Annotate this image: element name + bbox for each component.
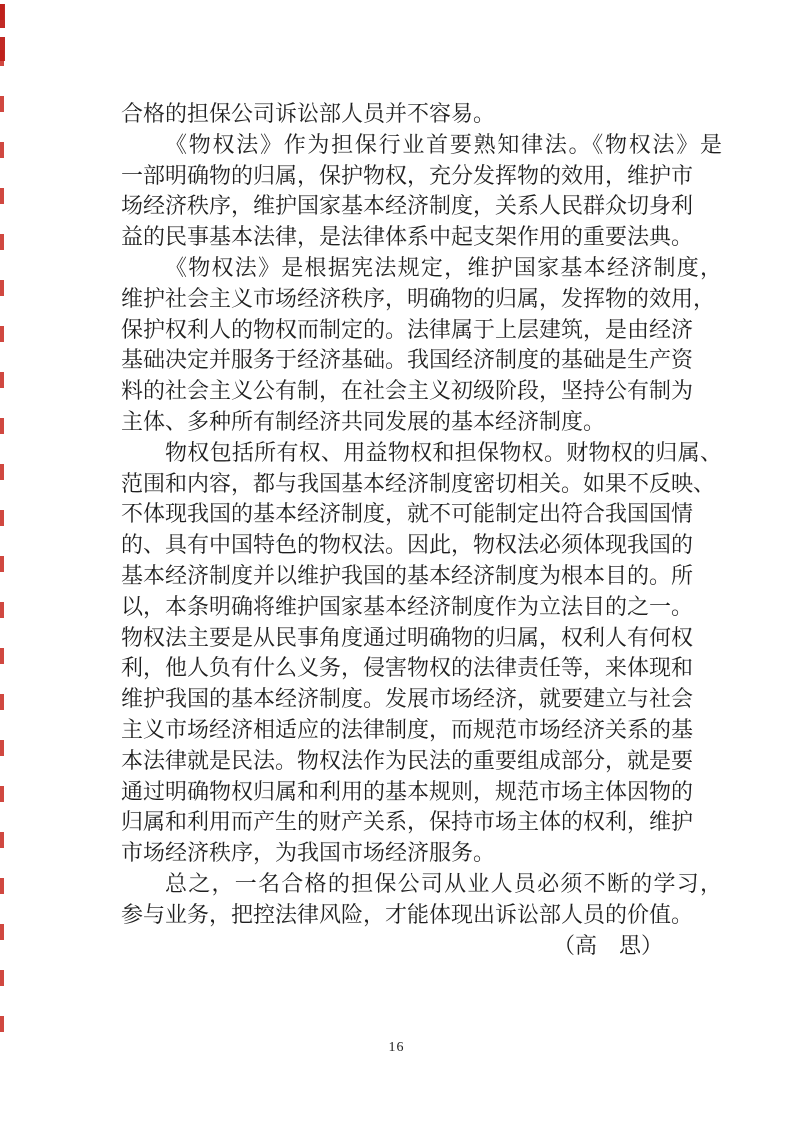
text-line: 维护社会主义市场经济秩序，明确物的归属，发挥物的效用， [121, 285, 716, 311]
scan-edge-marks-top [0, 4, 5, 64]
paragraph [121, 869, 722, 931]
text-line: 保护权利人的物权而制定的。法律属于上层建筑，是由经济 [121, 316, 694, 342]
paragraph [121, 99, 678, 130]
text-line: 料的社会主义公有制，在社会主义初级阶段，坚持公有制为 [121, 378, 694, 404]
text-line: 本法律就是民法。物权法作为民法的重要组成部分，就是要 [121, 747, 694, 773]
text-line: 不体现我国的基本经济制度，就不可能制定出符合我国国情 [121, 501, 694, 527]
text-line: 范围和内容，都与我国基本经济制度密切相关。如果不反映、 [121, 470, 716, 496]
text-line: 场经济秩序，维护国家基本经济制度，关系人民群众切身利 [121, 193, 694, 219]
scan-edge-marks [0, 4, 4, 1054]
text-line: 归属和利用而产生的财产关系，保持市场主体的权利，维护 [121, 809, 694, 835]
text-line: 市场经济秩序，为我国市场经济服务。 [121, 840, 496, 866]
paragraph [121, 253, 722, 438]
text-line: 《物权法》作为担保行业首要熟知律法。《物权法》是 [165, 131, 722, 157]
text-line: 基本经济制度并以维护我国的基本经济制度为根本目的。所 [121, 562, 694, 588]
text-line: 参与业务，把控法律风险，才能体现出诉讼部人员的价值。 [121, 901, 694, 927]
article-text [121, 99, 722, 961]
text-line: 通过明确物权归属和利用的基本规则，规范市场主体因物的 [121, 778, 694, 804]
text-line: 合格的担保公司诉讼部人员并不容易。 [121, 101, 496, 126]
page-number: 16 [388, 1040, 405, 1055]
text-line: 《物权法》是根据宪法规定，维护国家基本经济制度， [165, 254, 722, 280]
text-line: 物权包括所有权、用益物权和担保物权。财物权的归属、 [165, 439, 722, 465]
paragraph [121, 438, 722, 869]
text-line: 以，本条明确将维护国家基本经济制度作为立法目的之一。 [121, 593, 694, 619]
text-line: 维护我国的基本经济制度。发展市场经济，就要建立与社会 [121, 686, 694, 712]
text-line: 益的民事基本法律，是法律体系中起支架作用的重要法典。 [121, 224, 694, 250]
text-line: 物权法主要是从民事角度通过明确物的归属，权利人有何权 [121, 624, 694, 650]
text-line: 主义市场经济相适应的法律制度，而规范市场经济关系的基 [121, 716, 694, 742]
text-line: 的、具有中国特色的物权法。因此，物权法必须体现我国的 [121, 532, 694, 558]
text-line: 利，他人负有什么义务，侵害物权的法律责任等，来体现和 [121, 655, 694, 681]
text-line: 总之，一名合格的担保公司从业人员必须不断的学习， [165, 870, 722, 896]
text-line: 一部明确物的归属，保护物权，充分发挥物的效用，维护市 [121, 162, 694, 188]
text-line: 基础决定并服务于经济基础。我国经济制度的基础是生产资 [121, 347, 694, 373]
byline: （高 思） [553, 932, 664, 958]
text-line: 主体、多种所有制经济共同发展的基本经济制度。 [121, 408, 606, 434]
paragraph [121, 130, 722, 253]
